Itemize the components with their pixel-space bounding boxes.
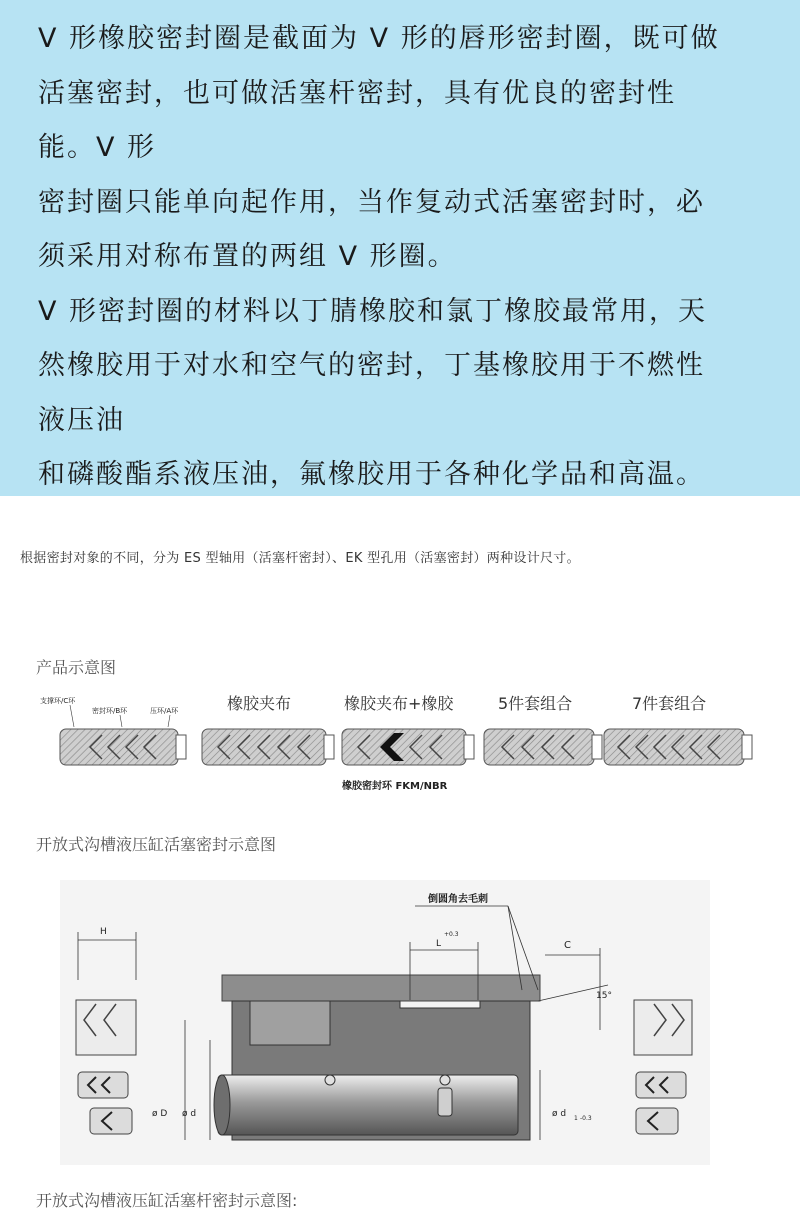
piston-seal-section-title: 开放式沟槽液压缸活塞密封示意图 <box>36 835 277 854</box>
dim-C: C <box>564 940 571 951</box>
intro-line: 活塞密封，也可做活塞杆密封，具有优良的密封性 <box>38 77 676 109</box>
seal-ring-label: 密封环/B环 <box>92 707 128 715</box>
intro-line: 和磷酸酯系液压油，氟橡胶用于各种化学品和高温。 <box>38 459 705 490</box>
seal-stack-fabric <box>202 729 334 765</box>
intro-line: 液压油 <box>38 404 125 436</box>
dim-d: ø d <box>182 1109 197 1119</box>
variant-label-fabric-rubber: 橡胶夹布+橡胶 <box>344 694 454 713</box>
dim-D: ø D <box>152 1109 168 1119</box>
intro-line: V 形橡胶密封圈是截面为 V 形的唇形密封圈，既可做 <box>38 23 720 54</box>
seal-stack-5-piece <box>484 729 602 765</box>
dim-angle: 15° <box>596 991 612 1001</box>
intro-line: 然橡胶用于对水和空气的密封，丁基橡胶用于不燃性 <box>38 350 705 381</box>
intro-line: 能。V 形 <box>38 132 157 163</box>
product-section-title: 产品示意图 <box>36 658 117 677</box>
dim-d1-subscript: 1 <box>574 1115 578 1122</box>
dim-d1: ø d <box>552 1109 567 1119</box>
variant-label-fabric: 橡胶夹布 <box>227 694 292 713</box>
variant-label-5-piece: 5件套组合 <box>498 694 573 713</box>
intro-line: V 形密封圈的材料以丁腈橡胶和氯丁橡胶最常用，天 <box>38 295 708 327</box>
rod-seal-section-title: 开放式沟槽液压缸活塞杆密封示意图: <box>36 1191 298 1210</box>
dim-H: H <box>100 927 107 937</box>
seal-stack-7-piece <box>604 729 752 765</box>
seal-stack-left <box>76 1000 136 1134</box>
dim-d1-tolerance: -0.3 <box>580 1115 592 1122</box>
dim-L-tolerance: +0.3 <box>444 931 459 938</box>
intro-panel <box>0 0 800 496</box>
intro-line: 须采用对称布置的两组 V 形圈。 <box>38 241 457 272</box>
support-ring-label: 支撑环/C环 <box>40 697 76 705</box>
intro-line: 密封圈只能单向起作用，当作复动式活塞密封时，必 <box>38 186 705 218</box>
seal-stack-fabric-rubber <box>342 729 474 765</box>
press-ring-label: 压环/A环 <box>150 707 179 715</box>
seal-stack-basic <box>60 729 186 765</box>
chamfer-callout: 倒圆角去毛刺 <box>428 894 488 905</box>
dim-L: L <box>436 939 442 949</box>
product-schematic <box>30 685 770 800</box>
variant-label-7-piece: 7件套组合 <box>632 694 707 713</box>
seal-stack-right <box>634 1000 692 1134</box>
design-types-note: 根据密封对象的不同，分为 ES 型轴用（活塞杆密封）、EK 型孔用（活塞密封）两种设计尺寸。 <box>20 551 580 566</box>
piston-seal-diagram <box>60 880 710 1165</box>
rubber-ring-material-label: 橡胶密封环 FKM/NBR <box>342 781 448 792</box>
